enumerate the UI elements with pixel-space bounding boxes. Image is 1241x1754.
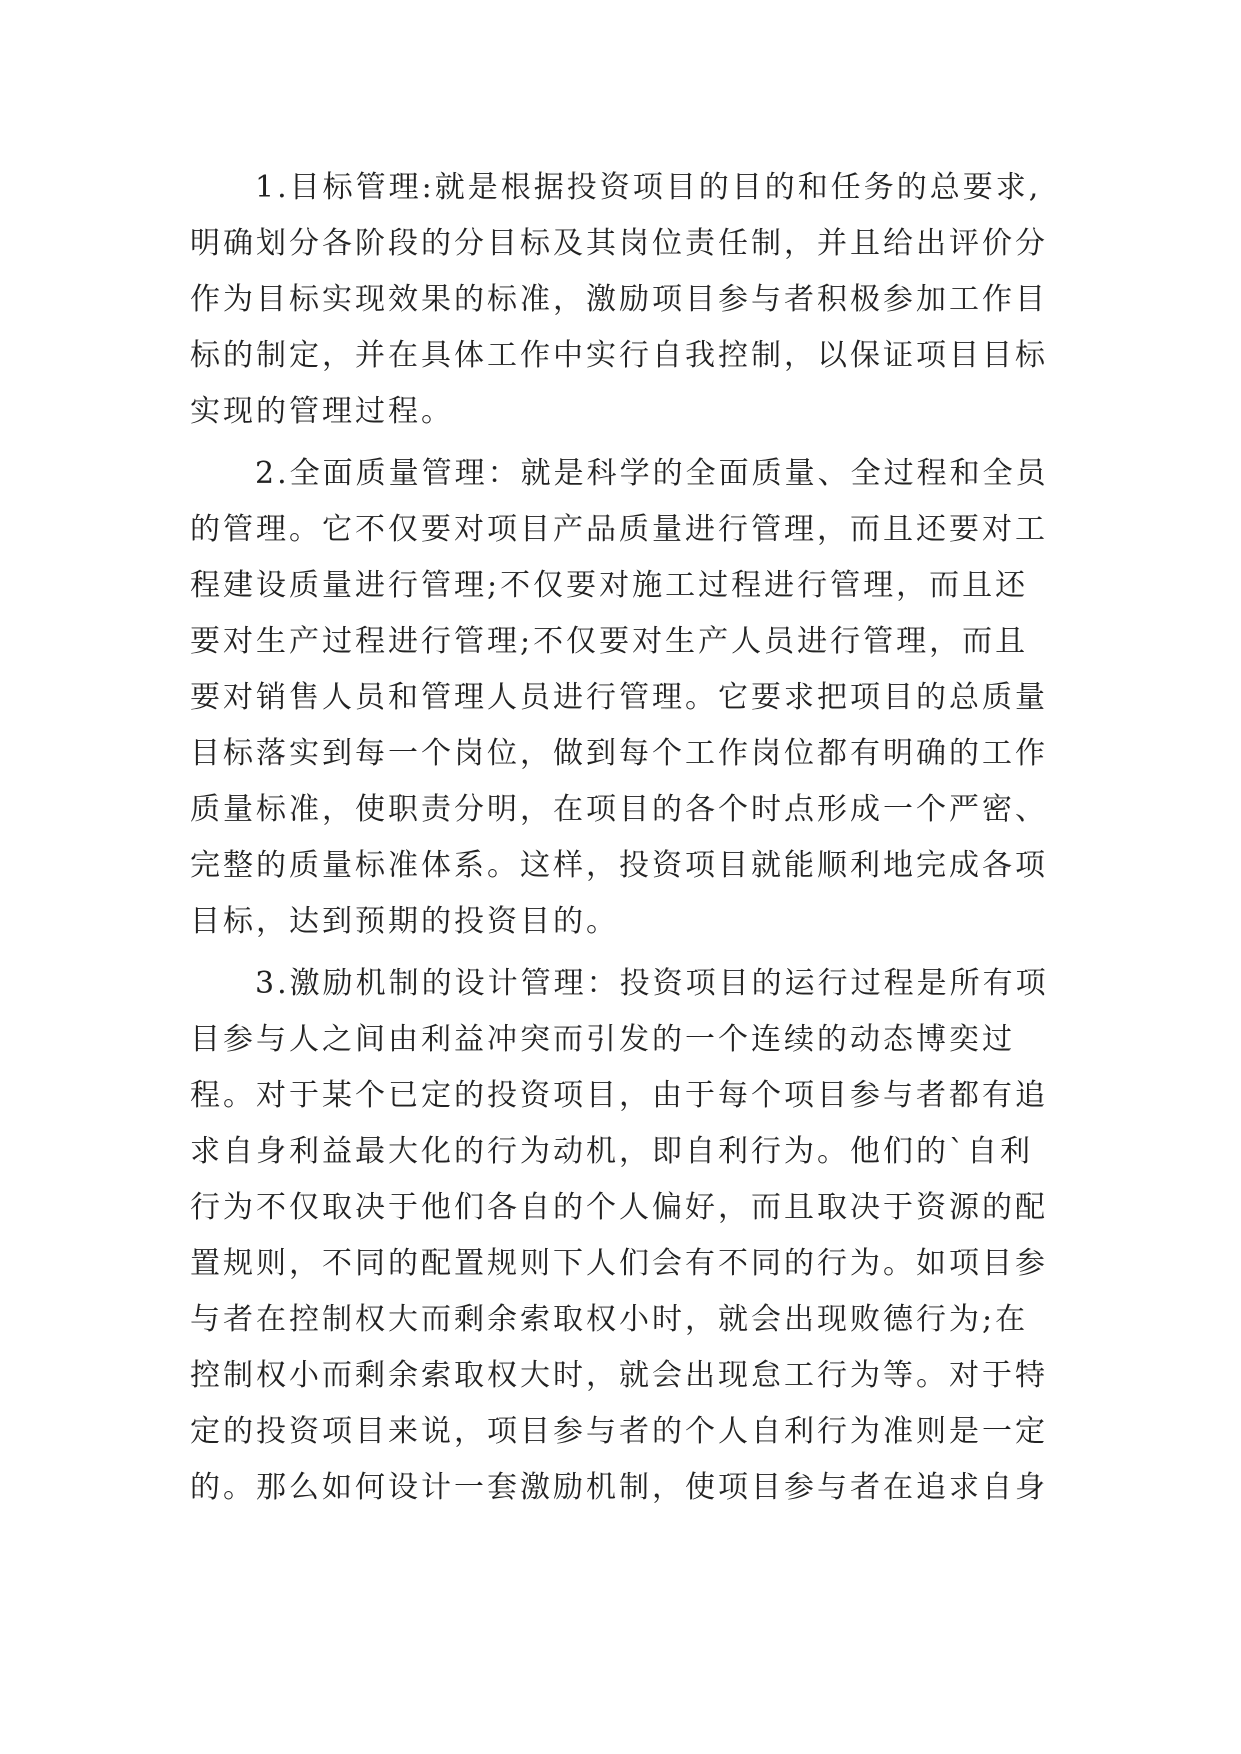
paragraph-3-line-7: 与者在控制权大而剩余索取权小时，就会出现败德行为;在 — [190, 1302, 1029, 1337]
paragraph-2-line-4: 要对生产过程进行管理;不仅要对生产人员进行管理，而且 — [190, 624, 1029, 659]
paragraph-2-line-2: 的管理。它不仅要对项目产品质量进行管理，而且还要对工 — [190, 512, 1048, 547]
paragraph-1-line-1: 1.目标管理:就是根据投资项目的目的和任务的总要求, — [255, 170, 1042, 205]
paragraph-1-line-5: 实现的管理过程。 — [190, 394, 454, 429]
paragraph-2-line-7: 质量标准，使职责分明，在项目的各个时点形成一个严密、 — [190, 792, 1048, 827]
paragraph-1-line-2: 明确划分各阶段的分目标及其岗位责任制，并且给出评价分 — [190, 226, 1048, 261]
paragraph-3-line-2: 目参与人之间由利益冲突而引发的一个连续的动态博奕过 — [190, 1022, 1015, 1057]
paragraph-2-line-5: 要对销售人员和管理人员进行管理。它要求把项目的总质量 — [190, 680, 1048, 715]
paragraph-2-line-1: 2.全面质量管理：就是科学的全面质量、全过程和全员 — [255, 456, 1049, 491]
paragraph-3-line-10: 的。那么如何设计一套激励机制，使项目参与者在追求自身 — [190, 1470, 1048, 1505]
paragraph-1-line-3: 作为目标实现效果的标准，激励项目参与者积极参加工作目 — [190, 282, 1048, 317]
paragraph-2-line-9: 目标，达到预期的投资目的。 — [190, 904, 619, 939]
paragraph-3-line-4: 求自身利益最大化的行为动机，即自利行为。他们的`自利 — [190, 1134, 1033, 1169]
paragraph-3-line-9: 定的投资项目来说，项目参与者的个人自利行为准则是一定 — [190, 1414, 1048, 1449]
paragraph-2-line-3: 程建设质量进行管理;不仅要对施工过程进行管理，而且还 — [190, 568, 1029, 603]
paragraph-3-line-8: 控制权小而剩余索取权大时，就会出现怠工行为等。对于特 — [190, 1358, 1048, 1393]
paragraph-3-line-1: 3.激励机制的设计管理：投资项目的运行过程是所有项 — [255, 966, 1049, 1001]
paragraph-3-line-5: 行为不仅取决于他们各自的个人偏好，而且取决于资源的配 — [190, 1190, 1048, 1225]
paragraph-3-line-3: 程。对于某个已定的投资项目，由于每个项目参与者都有追 — [190, 1078, 1048, 1113]
paragraph-2-line-8: 完整的质量标准体系。这样，投资项目就能顺利地完成各项 — [190, 848, 1048, 883]
paragraph-2-line-6: 目标落实到每一个岗位，做到每个工作岗位都有明确的工作 — [190, 736, 1048, 771]
paragraph-3-line-6: 置规则，不同的配置规则下人们会有不同的行为。如项目参 — [190, 1246, 1048, 1281]
paragraph-1-line-4: 标的制定，并在具体工作中实行自我控制，以保证项目目标 — [190, 338, 1048, 373]
